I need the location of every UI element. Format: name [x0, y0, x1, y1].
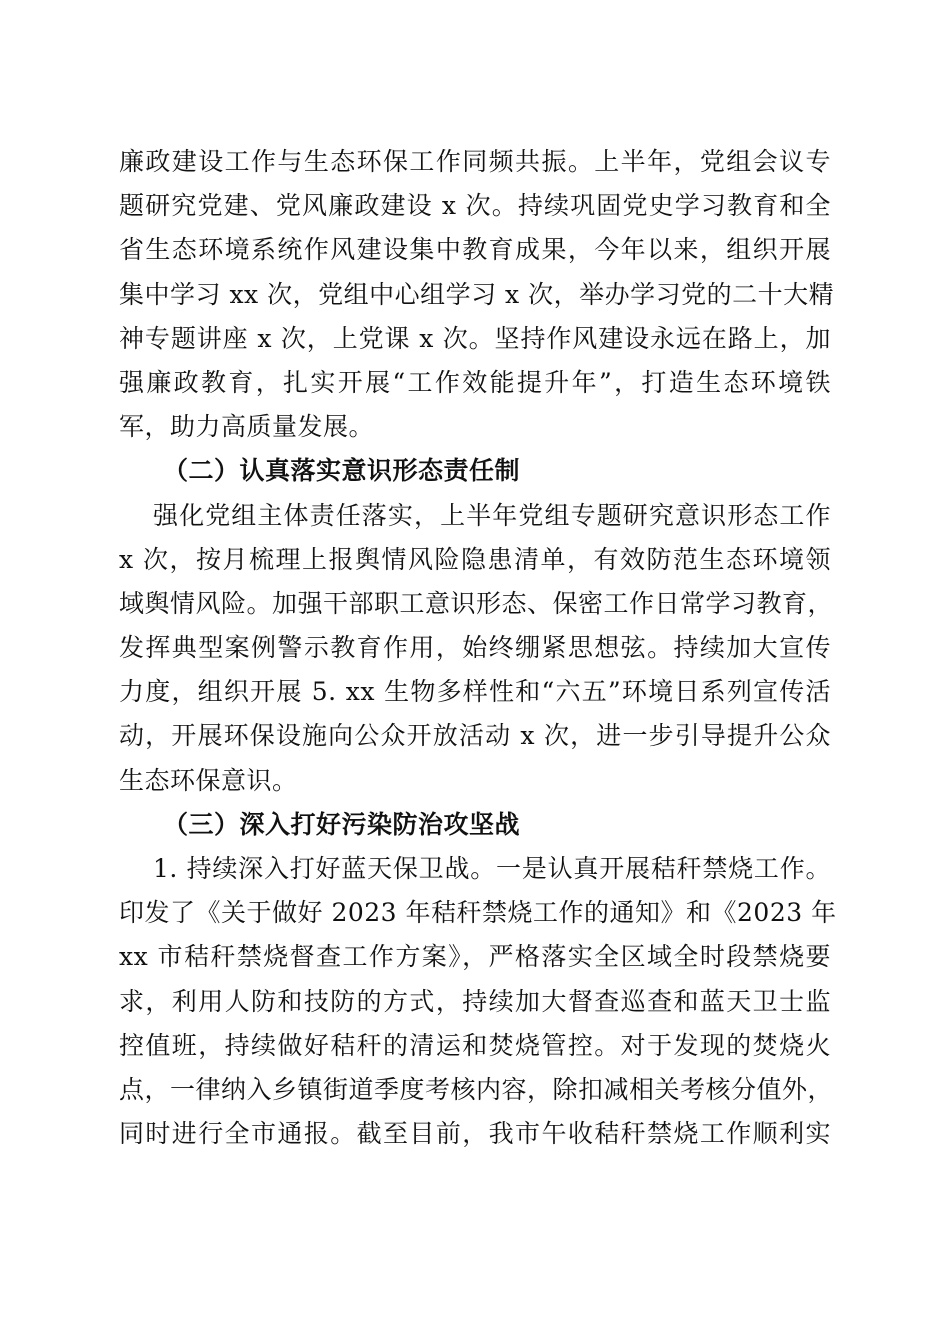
paragraph-line: 生态环保意识。: [119, 765, 298, 795]
paragraph-line: 军，助力高质量发展。: [119, 412, 375, 442]
paragraph-line: x 次，按月梳理上报舆情风险隐患清单，有效防范生态环境领: [119, 544, 831, 574]
paragraph-line: 1. 持续深入打好蓝天保卫战。一是认真开展秸秆禁烧工作。: [153, 854, 831, 883]
paragraph-ideology: [119, 494, 834, 803]
paragraph-party-conduct: [119, 140, 835, 449]
paragraph-line: 省生态环境系统作风建设集中教育成果，今年以来，组织开展: [119, 235, 831, 265]
document-body: [119, 140, 837, 1156]
paragraph-line: xx 市秸秆禁烧督查工作方案》，严格落实全区域全时段禁烧要: [119, 942, 831, 972]
paragraph-line: 印发了《关于做好 2023 年秸秆禁烧工作的通知》和《2023 年: [119, 898, 837, 928]
paragraph-line: 动，开展环保设施向公众开放活动 x 次，进一步引导提升公众: [119, 721, 831, 751]
paragraph-line: 集中学习 xx 次，党组中心组学习 x 次，举办学习党的二十大精: [119, 279, 835, 309]
paragraph-line: 控值班，持续做好秸秆的清运和焚烧管控。对于发现的焚烧火: [119, 1030, 831, 1060]
paragraph-line: 点，一律纳入乡镇街道季度考核内容，除扣减相关考核分值外，: [119, 1074, 834, 1104]
paragraph-line: 同时进行全市通报。截至目前，我市午收秸秆禁烧工作顺利实: [119, 1119, 831, 1149]
paragraph-line: 神专题讲座 x 次，上党课 x 次。坚持作风建设永远在路上，加: [119, 323, 831, 353]
paragraph-line: 题研究党建、党风廉政建设 x 次。持续巩固党史学习教育和全: [119, 191, 831, 221]
paragraph-blue-sky: [119, 847, 837, 1156]
paragraph-line: 力度，组织开展 5. xx 生物多样性和“六五”环境日系列宣传活: [119, 677, 831, 707]
paragraph-line: 强廉政教育，扎实开展“工作效能提升年”，打造生态环境铁: [119, 367, 831, 397]
paragraph-line: 域舆情风险。加强干部职工意识形态、保密工作日常学习教育，: [119, 588, 834, 618]
section-heading-ideology: （二）认真落实意识形态责任制: [163, 456, 521, 486]
section-heading-pollution: （三）深入打好污染防治攻坚战: [163, 809, 521, 839]
paragraph-line: 廉政建设工作与生态环保工作同频共振。上半年，党组会议专: [119, 147, 831, 176]
paragraph-line: 发挥典型案例警示教育作用，始终绷紧思想弦。持续加大宣传: [119, 633, 831, 663]
paragraph-line: 强化党组主体责任落实，上半年党组专题研究意识形态工作: [153, 500, 831, 530]
paragraph-line: 求，利用人防和技防的方式，持续加大督查巡查和蓝天卫士监: [119, 986, 831, 1016]
